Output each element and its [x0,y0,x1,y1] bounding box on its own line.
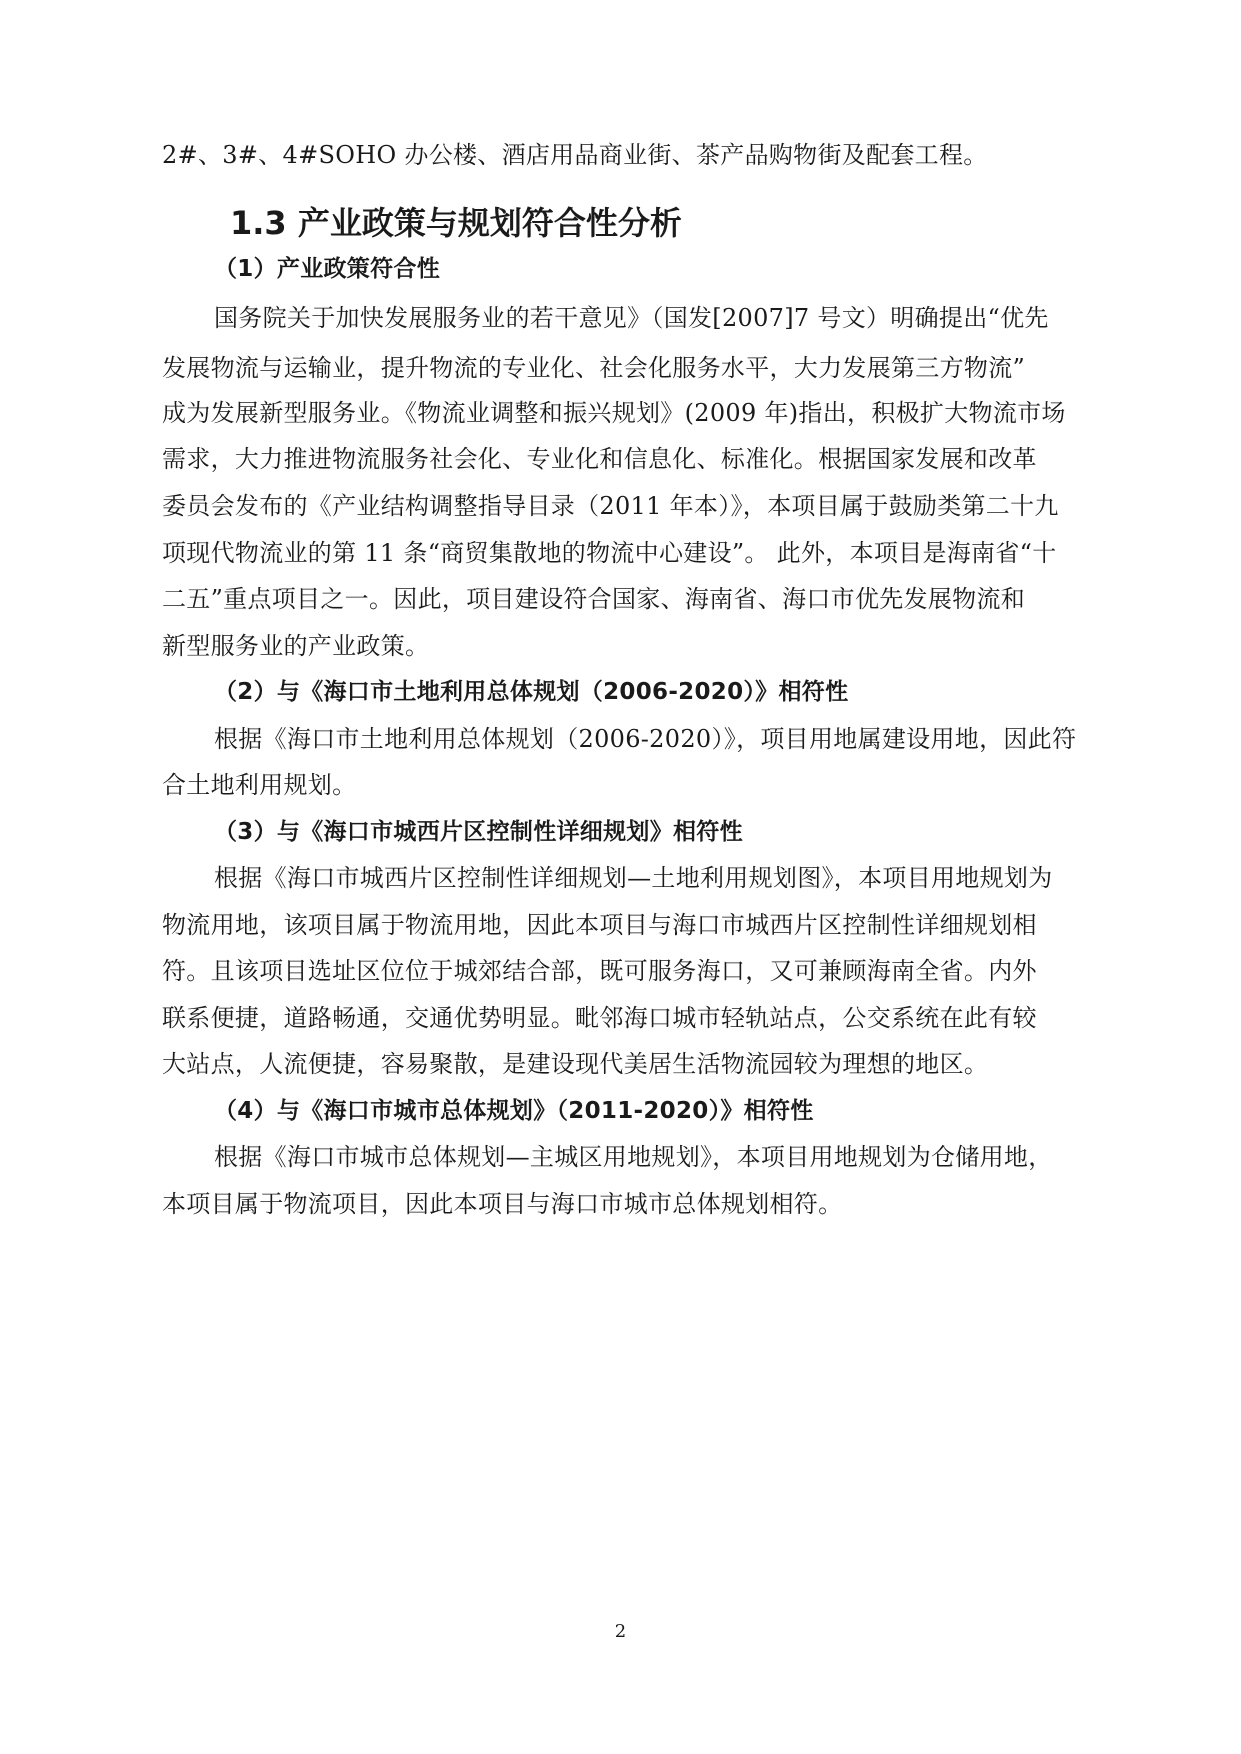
subsection-heading: （4）与《海口市城市总体规划》（2011-2020）》相符性 [214,1098,814,1124]
subsection-heading: （2）与《海口市土地利用总体规划（2006-2020）》相符性 [214,679,849,705]
paragraph-line: 国务院关于加快发展服务业的若干意见》（国发[2007]7 号文）明确提出“优先 [214,304,1049,332]
paragraph-line: 需求，大力推进物流服务社会化、专业化和信息化、标准化。根据国家发展和改革 [162,445,1037,473]
paragraph-line: 本项目属于物流项目，因此本项目与海口市城市总体规划相符。 [162,1190,843,1218]
paragraph-line: 联系便捷，道路畅通，交通优势明显。毗邻海口城市轻轨站点，公交系统在此有较 [162,1004,1037,1032]
paragraph-line: 大站点，人流便捷，容易聚散，是建设现代美居生活物流园较为理想的地区。 [162,1050,989,1078]
paragraph-line: 项现代物流业的第 11 条“商贸集散地的物流中心建设”。 此外，本项目是海南省“十 [162,539,1057,567]
paragraph-line: 委员会发布的《产业结构调整指导目录（2011 年本）》，本项目属于鼓励类第二十九 [162,492,1059,520]
page-number: 2 [614,1621,627,1642]
paragraph-line: 成为发展新型服务业。《物流业调整和振兴规划》(2009 年)指出，积极扩大物流市场 [162,399,1066,427]
paragraph-line: 根据《海口市城西片区控制性详细规划—土地利用规划图》，本项目用地规划为 [214,864,1053,892]
paragraph-line: 合土地利用规划。 [162,771,357,799]
paragraph-line: 符。且该项目选址区位位于城郊结合部，既可服务海口，又可兼顾海南全省。内外 [162,957,1037,985]
paragraph-line: 新型服务业的产业政策。 [162,632,430,660]
continuation-text: 2#、3#、4#SOHO 办公楼、酒店用品商业街、茶产品购物街及配套工程。 [162,141,988,169]
subsection-heading: （3）与《海口市城西片区控制性详细规划》相符性 [214,819,743,845]
paragraph-line: 发展物流与运输业，提升物流的专业化、社会化服务水平，大力发展第三方物流” [162,354,1026,382]
subsection-heading: （1）产业政策符合性 [214,256,441,282]
paragraph-line: 二五”重点项目之一。因此，项目建设符合国家、海南省、海口市优先发展物流和 [162,585,1026,613]
paragraph-line: 物流用地，该项目属于物流用地，因此本项目与海口市城西片区控制性详细规划相 [162,911,1037,939]
paragraph-line: 根据《海口市城市总体规划—主城区用地规划》，本项目用地规划为仓储用地， [214,1143,1053,1171]
paragraph-line: 根据《海口市土地利用总体规划（2006-2020）》，项目用地属建设用地，因此符 [214,725,1077,753]
section-title: 1.3 产业政策与规划符合性分析 [230,204,682,242]
